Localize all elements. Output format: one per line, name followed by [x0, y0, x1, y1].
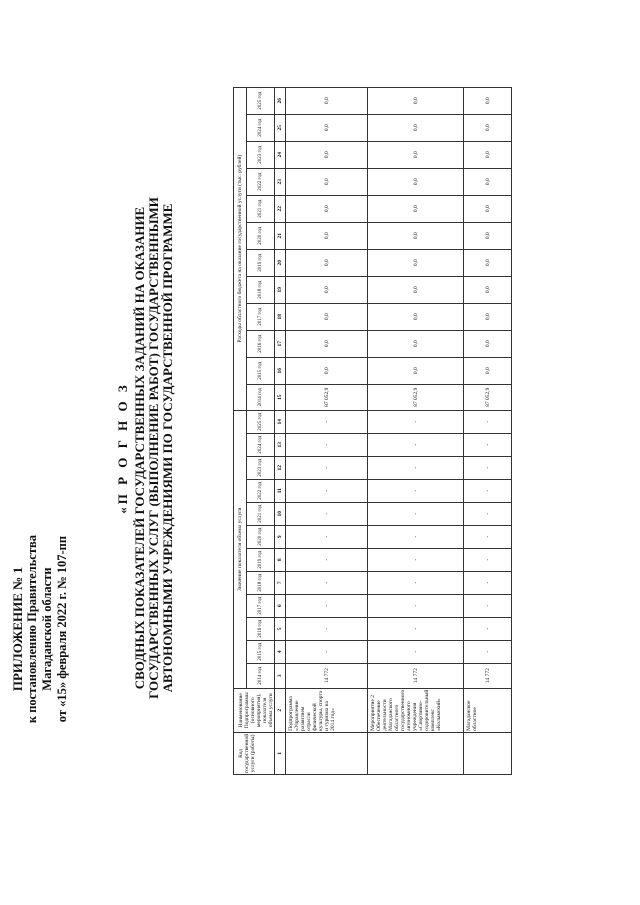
volume-dash: - [464, 410, 512, 433]
volume-dash: - [464, 617, 512, 640]
expense-zero: 0,0 [464, 141, 512, 168]
volume-dash: - [464, 640, 512, 663]
appendix-line-3: Магаданской области [40, 567, 54, 691]
column-number: 14 [275, 410, 286, 433]
row-code [464, 732, 512, 774]
expense-zero: 0,0 [464, 303, 512, 330]
volume-dash: - [464, 502, 512, 525]
doc-title-line-3: АВТОНОМНЫМИ УЧРЕЖДЕНИЯМИ ПО ГОСУДАРСТВЕННОЙ ПРОГРАММЕ [160, 203, 175, 693]
year-header: 2025 год [246, 87, 274, 114]
volume-dash: - [286, 548, 368, 571]
head-expenses: Расходы областного бюджета на оказание государственной услуги (тыс. рублей) [234, 87, 247, 410]
expense-zero: 0,0 [286, 195, 368, 222]
volume-dash: - [368, 548, 464, 571]
column-number: 21 [275, 222, 286, 249]
volume-dash: - [286, 525, 368, 548]
year-header: 2022 год [246, 479, 274, 502]
year-row [246, 87, 274, 774]
year-header: 2015 год [246, 640, 274, 663]
table-row [464, 87, 512, 774]
year-header: 2024 год [246, 433, 274, 456]
appendix-line-2: к постановлению Правительства [25, 535, 39, 724]
volume-dash: - [464, 548, 512, 571]
year-header: 2018 год [246, 276, 274, 303]
volume-dash: - [368, 594, 464, 617]
table-row [286, 87, 368, 774]
expense-zero: 0,0 [464, 222, 512, 249]
expense-zero: 0,0 [286, 357, 368, 384]
volume-dash: - [368, 410, 464, 433]
volume-dash: - [286, 456, 368, 479]
year-header: 2017 год [246, 303, 274, 330]
column-number: 13 [275, 433, 286, 456]
expense-zero: 0,0 [368, 249, 464, 276]
column-number: 5 [275, 617, 286, 640]
volume-dash: - [464, 479, 512, 502]
doc-title-line-2: ГОСУДАРСТВЕННЫХ УСЛУГ (ВЫПОЛНЕНИЕ РАБОТ) ГОСУДАРСТВЕННЫМИ [146, 197, 161, 699]
column-number: 26 [275, 87, 286, 114]
year-header: 2025 год [246, 410, 274, 433]
column-number: 8 [275, 548, 286, 571]
year-header: 2020 год [246, 525, 274, 548]
volume-dash: - [286, 640, 368, 663]
expense-zero: 0,0 [464, 114, 512, 141]
expense-zero: 0,0 [368, 195, 464, 222]
column-number-row [275, 87, 286, 774]
expense-zero: 0,0 [368, 114, 464, 141]
volume-dash: - [368, 571, 464, 594]
expense-zero: 0,0 [286, 276, 368, 303]
year-header: 2016 год [246, 617, 274, 640]
year-header: 2023 год [246, 141, 274, 168]
appendix-line-4: от «15» февраля 2022 г. № 107-пп [55, 535, 69, 723]
expense-zero: 0,0 [368, 303, 464, 330]
head-name: Наименование Подпрограммы (основного мероприятия), показателя объема услуги [234, 688, 275, 732]
volume-dash: - [286, 594, 368, 617]
expense-zero: 0,0 [286, 114, 368, 141]
expense-zero: 0,0 [464, 249, 512, 276]
expense-zero: 0,0 [286, 87, 368, 114]
expense-zero: 0,0 [464, 168, 512, 195]
column-number: 20 [275, 249, 286, 276]
table-row [368, 87, 464, 774]
column-number: 16 [275, 357, 286, 384]
expense-2014: 87 052,9 [368, 384, 464, 410]
volume-dash: - [368, 433, 464, 456]
volume-dash: - [464, 433, 512, 456]
expense-zero: 0,0 [464, 87, 512, 114]
column-number: 10 [275, 502, 286, 525]
volume-dash: - [286, 410, 368, 433]
expense-zero: 0,0 [368, 357, 464, 384]
expense-zero: 0,0 [368, 141, 464, 168]
doc-title [116, 103, 175, 793]
volume-dash: - [286, 479, 368, 502]
volume-2014: 14 772 [464, 663, 512, 688]
row-name: Магаданское областное [464, 688, 512, 732]
expense-zero: 0,0 [368, 168, 464, 195]
column-number: 9 [275, 525, 286, 548]
expense-zero: 0,0 [464, 276, 512, 303]
volume-dash: - [464, 571, 512, 594]
row-code [286, 732, 368, 774]
volume-dash: - [368, 617, 464, 640]
expense-zero: 0,0 [464, 195, 512, 222]
year-header: 2017 год [246, 594, 274, 617]
expense-zero: 0,0 [286, 222, 368, 249]
column-number: 17 [275, 330, 286, 357]
column-number: 25 [275, 114, 286, 141]
expense-zero: 0,0 [286, 249, 368, 276]
year-header: 2020 год [246, 222, 274, 249]
column-number: 3 [275, 663, 286, 688]
column-number: 19 [275, 276, 286, 303]
expense-zero: 0,0 [368, 276, 464, 303]
doc-title-line-1: СВОДНЫХ ПОКАЗАТЕЛЕЙ ГОСУДАРСТВЕННЫХ ЗАДАНИЙ НА ОКАЗАНИЕ [132, 206, 147, 690]
column-number: 18 [275, 303, 286, 330]
doc-title-prognoz: «П Р О Г Н О З [115, 382, 130, 514]
forecast-table [233, 87, 512, 775]
volume-dash: - [368, 456, 464, 479]
column-number: 2 [275, 688, 286, 732]
volume-dash: - [464, 525, 512, 548]
head-indicators: Значение показателя объема услуги [234, 410, 247, 688]
year-header: 2019 год [246, 548, 274, 571]
appendix-header [10, 535, 70, 723]
expense-zero: 0,0 [368, 222, 464, 249]
year-header: 2021 год [246, 195, 274, 222]
column-number: 11 [275, 479, 286, 502]
column-number: 4 [275, 640, 286, 663]
volume-dash: - [286, 617, 368, 640]
head-code: Код государственной услуги (работы) [234, 732, 275, 774]
row-name: Подпрограмма «Управление развитием отрасли физической культуры, спорта и туризма на 2014 год» [286, 688, 368, 732]
volume-dash: - [464, 456, 512, 479]
column-number: 7 [275, 571, 286, 594]
expense-zero: 0,0 [286, 168, 368, 195]
column-number: 22 [275, 195, 286, 222]
year-header: 2023 год [246, 456, 274, 479]
row-code [368, 732, 464, 774]
volume-dash: - [368, 502, 464, 525]
year-header: 2019 год [246, 249, 274, 276]
expense-2014: 87 052,9 [464, 384, 512, 410]
volume-dash: - [286, 433, 368, 456]
volume-dash: - [368, 640, 464, 663]
row-name: Мероприятие 2 Обеспечение деятельности Магаданского областного государственного автономного учреждения «Спортивно-оздоровительный комплекс «Колымский» [368, 688, 464, 732]
appendix-title: ПРИЛОЖЕНИЕ № 1 [10, 567, 25, 692]
year-header: 2021 год [246, 502, 274, 525]
expense-zero: 0,0 [286, 330, 368, 357]
volume-dash: - [368, 479, 464, 502]
column-number: 23 [275, 168, 286, 195]
column-number: 6 [275, 594, 286, 617]
year-header: 2022 год [246, 168, 274, 195]
year-header: 2018 год [246, 571, 274, 594]
volume-dash: - [286, 571, 368, 594]
year-header: 2024 год [246, 114, 274, 141]
year-header: 2014 год [246, 663, 274, 688]
volume-dash: - [368, 525, 464, 548]
expense-zero: 0,0 [464, 357, 512, 384]
expense-zero: 0,0 [464, 330, 512, 357]
column-number: 15 [275, 384, 286, 410]
expense-2014: 87 052,9 [286, 384, 368, 410]
expense-zero: 0,0 [286, 141, 368, 168]
column-number: 24 [275, 141, 286, 168]
volume-dash: - [464, 594, 512, 617]
expense-zero: 0,0 [368, 330, 464, 357]
column-number: 12 [275, 456, 286, 479]
expense-zero: 0,0 [368, 87, 464, 114]
year-header: 2014 год [246, 384, 274, 410]
year-header: 2016 год [246, 330, 274, 357]
year-header: 2015 год [246, 357, 274, 384]
column-number: 1 [275, 732, 286, 774]
volume-dash: - [286, 502, 368, 525]
expense-zero: 0,0 [286, 303, 368, 330]
volume-2014: 14 772 [286, 663, 368, 688]
volume-2014: 14 772 [368, 663, 464, 688]
